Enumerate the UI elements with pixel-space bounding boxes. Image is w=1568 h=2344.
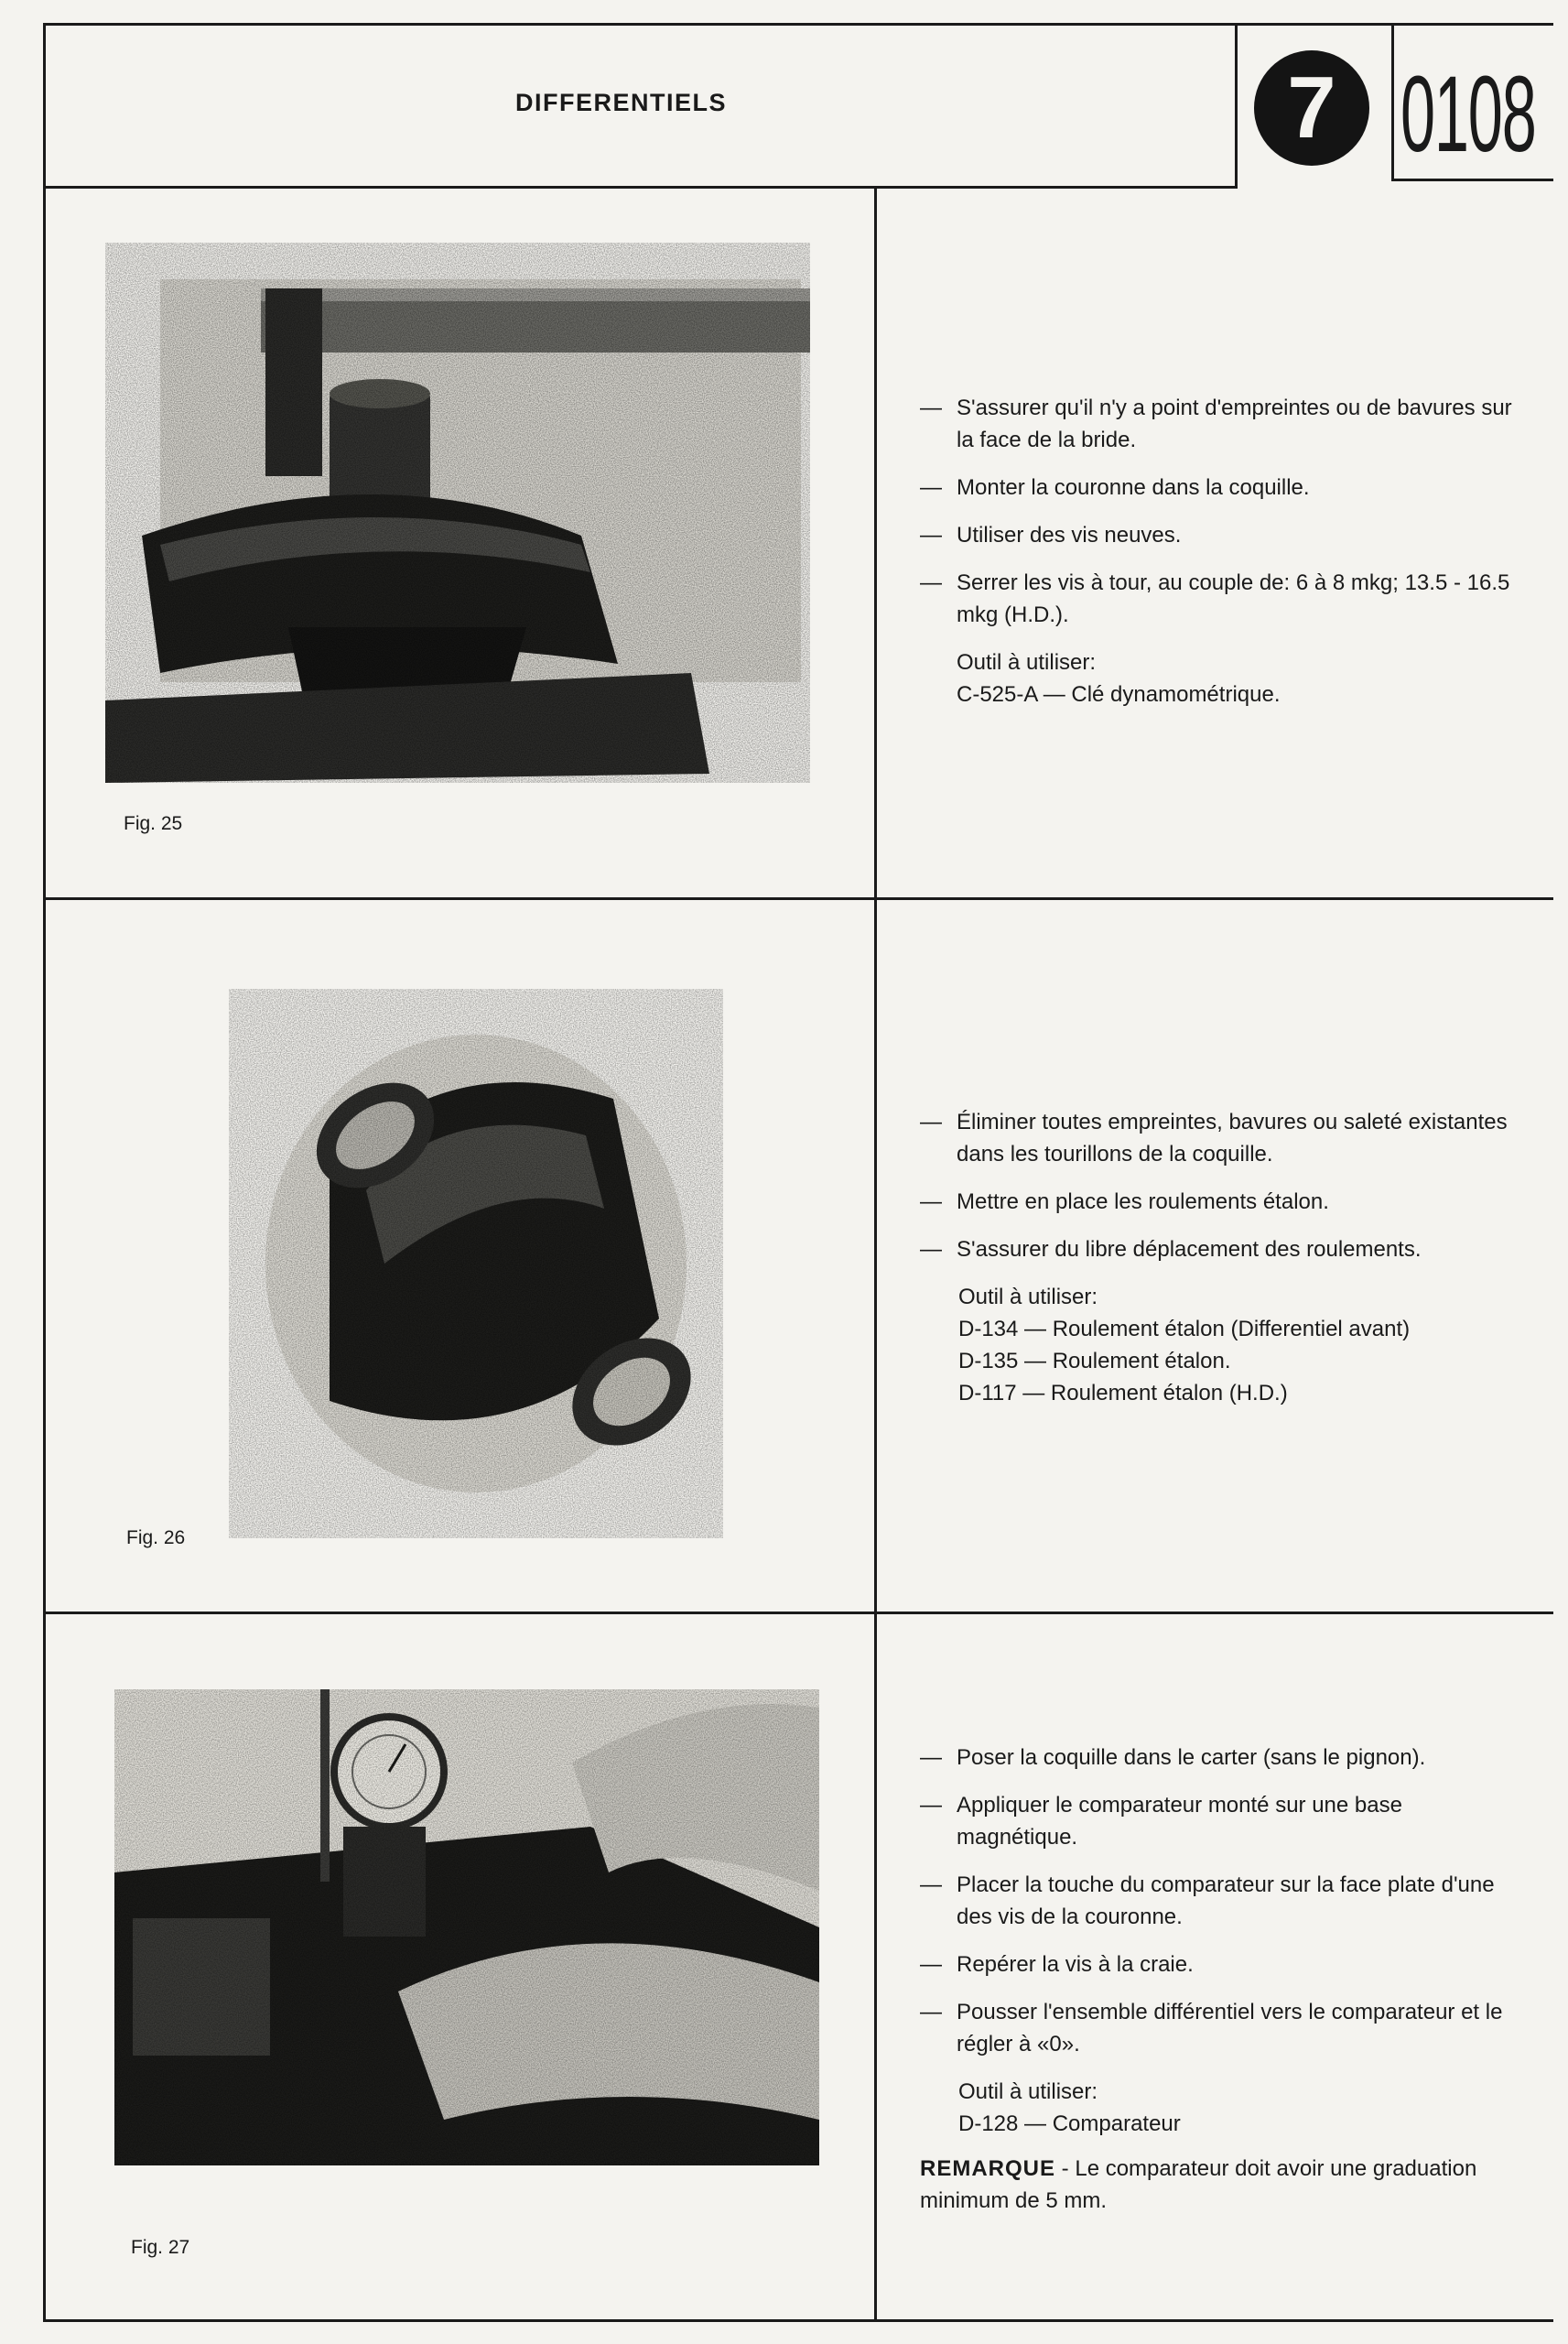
column-divider (874, 186, 877, 2322)
fig-27-photo (114, 1689, 819, 2165)
tool-item: C-525-A — Clé dynamométrique. (957, 682, 1281, 707)
section-3-tools (920, 2076, 1515, 2140)
fig-25-label: Fig. 25 (124, 813, 183, 834)
fig-26-photo (229, 989, 723, 1538)
section-3-steps (920, 1742, 1515, 2217)
tools-heading: Outil à utiliser: (958, 1285, 1098, 1309)
header-box-left (1235, 23, 1238, 189)
list-item: — Utiliser des vis neuves. (920, 519, 1515, 551)
list-item: — Poser la coquille dans le carter (sans le pignon). (920, 1742, 1515, 1774)
row-divider-1 (43, 897, 1553, 900)
header-box-middle (1391, 23, 1394, 181)
section-2-steps (920, 1106, 1515, 1409)
fig-25-photo (105, 243, 810, 783)
page-code: 0108 (1400, 54, 1536, 175)
list-item: — Éliminer toutes empreintes, bavures ou saleté existantes dans les tourillons de la coquille. (920, 1106, 1515, 1170)
list-item: — Repérer la vis à la craie. (920, 1948, 1515, 1980)
list-item: — S'assurer du libre déplacement des roulements. (920, 1233, 1515, 1265)
tool-item: D-117 — Roulement étalon (H.D.) (958, 1381, 1288, 1405)
tools-heading: Outil à utiliser: (957, 650, 1097, 675)
tool-item: D-128 — Comparateur (958, 2111, 1181, 2136)
chapter-badge: 7 (1254, 50, 1369, 166)
remark-text: - Le comparateur doit avoir une graduation minimum de 5 mm. (920, 2156, 1477, 2213)
tools-heading: Outil à utiliser: (958, 2079, 1098, 2104)
list-item: — Placer la touche du comparateur sur la face plate d'une des vis de la couronne. (920, 1869, 1515, 1933)
section-1-tools (920, 646, 1515, 711)
fig-27-label: Fig. 27 (131, 2237, 190, 2258)
list-item: — Mettre en place les roulements étalon. (920, 1186, 1515, 1218)
bottom-border (43, 2319, 1553, 2322)
header-divider (43, 186, 1235, 189)
tool-item: D-135 — Roulement étalon. (958, 1349, 1231, 1373)
list-item: — Serrer les vis à tour, au couple de: 6 à 8 mkg; 13.5 - 16.5 mkg (H.D.). (920, 567, 1515, 631)
row-divider-2 (43, 1612, 1553, 1614)
page-title: DIFFERENTIELS (515, 89, 728, 116)
left-border (43, 23, 46, 2322)
list-item: — Monter la couronne dans la coquille. (920, 472, 1515, 504)
top-border (43, 23, 1553, 26)
list-item: — Appliquer le comparateur monté sur une base magnétique. (920, 1789, 1515, 1853)
list-item: — S'assurer qu'il n'y a point d'empreintes ou de bavures sur la face de la bride. (920, 392, 1515, 456)
remark-note (920, 2153, 1515, 2217)
tool-item: D-134 — Roulement étalon (Differentiel avant) (958, 1317, 1411, 1341)
header-divider-right (1391, 179, 1553, 181)
fig-26-label: Fig. 26 (126, 1527, 186, 1548)
remark-label: REMARQUE (920, 2156, 1056, 2181)
section-2-tools (920, 1281, 1515, 1409)
list-item: — Pousser l'ensemble différentiel vers le comparateur et le régler à «0». (920, 1996, 1515, 2060)
section-1-steps (920, 392, 1515, 711)
